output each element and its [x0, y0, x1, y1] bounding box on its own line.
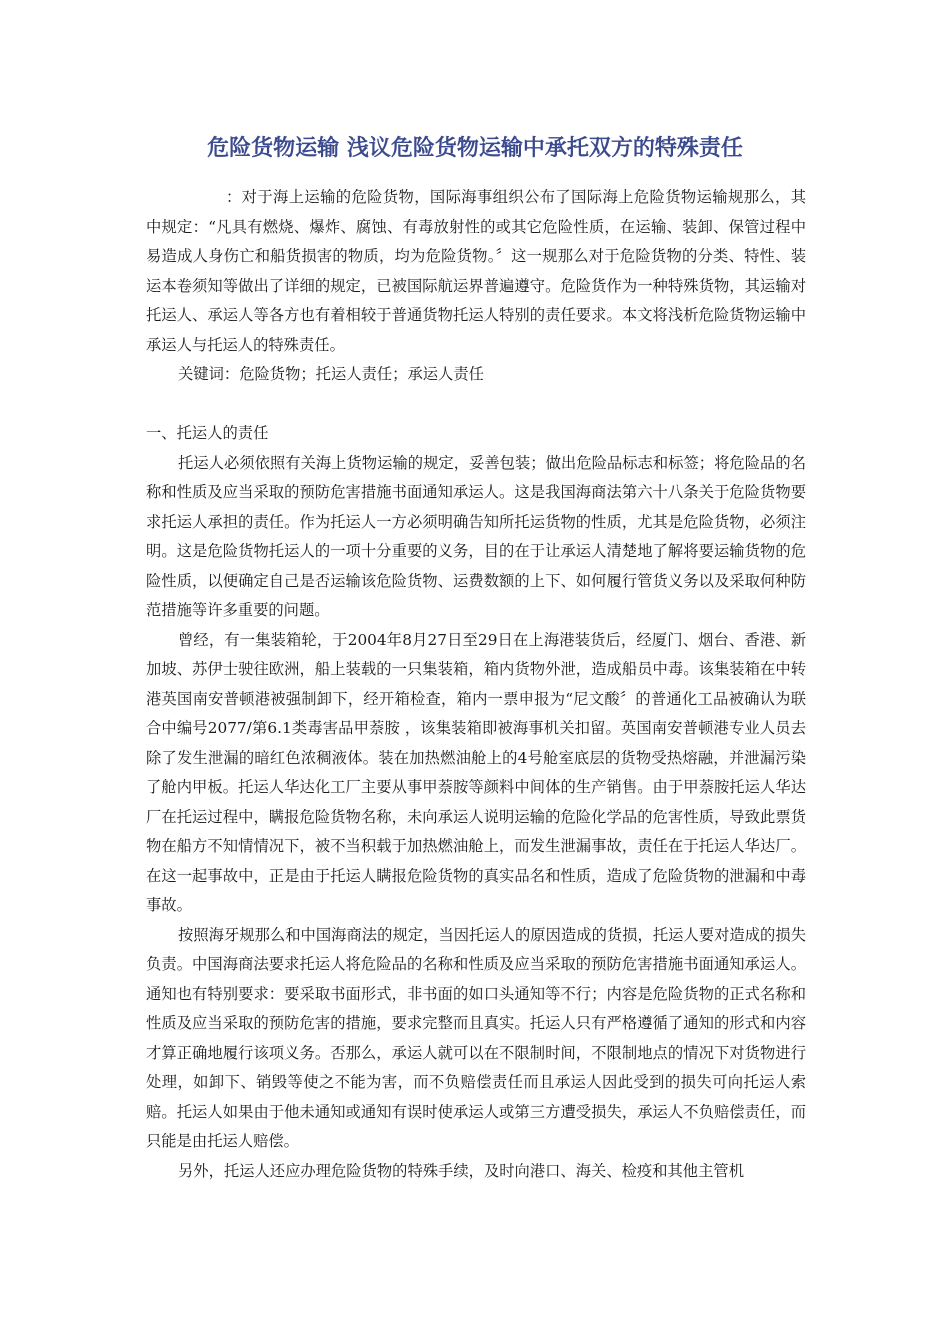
body-paragraph: 托运人必须依照有关海上货物运输的规定，妥善包装；做出危险品标志和标签；将危险品的名称和性质及应当采取的预防危害措施书面通知承运人。这是我国海商法第六十八条关于危险货物要求托运人承担的责任。作为托运人一方必须明确告知所托运货物的性质，尤其是危险货物，必须注明。这是危险货物托运人的一项十分重要的义务，目的在于让承运人清楚地了解将要运输货物的危险性质，以便确定自己是否运输该危险货物、运费数额的上下、如何履行管货义务以及采取何种防范措施等许多重要的问题。 [146, 453, 806, 619]
blank-line [146, 390, 806, 420]
body-paragraph: 按照海牙规那么和中国海商法的规定，当因托运人的原因造成的货损，托运人要对造成的损失负责。中国海商法要求托运人将危险品的名称和性质及应当采取的预防危害措施书面通知承运人。通知也有特别要求：要采取书面形式，非书面的如口头通知等不行；内容是危险货物的正式名称和性质及应当采取的预防危害的措施，要求完整而且真实。托运人只有严格遵循了通知的形式和内容才算正确地履行该项义务。否那么，承运人就可以在不限制时间，不限制地点的情况下对货物进行处理，如卸下、销毁等使之不能为害，而不负赔偿责任而且承运人因此受到的损失可向托运人索赔。托运人如果由于他未通知或通知有误时使承运人或第三方遭受损失，承运人不负赔偿责任，而只能是由托运人赔偿。 [146, 925, 806, 1150]
body-paragraph: 曾经，有一集装箱轮，于2004年8月27日至29日在上海港装货后，经厦门、烟台、香港、新加坡、苏伊士驶往欧洲，船上装载的一只集装箱，箱内货物外泄，造成船员中毒。该集装箱在中转港英国南安普顿港被强制卸下，经开箱检查，箱内一票申报为“尼文酸〞的普通化工品被确认为联合中编号2077/第6.1类毒害品甲萘胺 ，该集装箱即被海事机关扣留。英国南安普顿港专业人员去除了发生泄漏的暗红色浓稠液体。装在加热燃油舱上的4号舱室底层的货物受热熔融，并泄漏污染了舱内甲板。托运人华达化工厂主要从事甲萘胺等颜料中间体的生产销售。由于甲萘胺托运人华达厂在托运过程中，瞒报危险货物名称，未向承运人说明运输的危险化学品的危害性质，导致此票货物在船方不知情情况下，被不当积载于加热燃油舱上，而发生泄漏事故，责任在于托运人华达厂。在这一起事故中，正是由于托运人瞒报危险货物的真实品名和性质，造成了危险货物的泄漏和中毒事故。 [146, 630, 806, 914]
document-body [146, 183, 806, 1186]
keywords-line: 关键词：危险货物；托运人责任；承运人责任 [178, 365, 484, 383]
body-paragraph: 另外，托运人还应办理危险货物的特殊手续，及时向港口、海关、检疫和其他主管机 [178, 1161, 744, 1180]
section-heading: 一、托运人的责任 [146, 424, 269, 442]
abstract-paragraph: ：对于海上运输的危险货物，国际海事组织公布了国际海上危险货物运输规那么，其中规定：“凡具有燃烧、爆炸、腐蚀、有毒放射性的或其它危险性质，在运输、装卸、保管过程中易造成人身伤亡和船货损害的物质，均为危险货物。〞这一规那么对于危险货物的分类、特性、装运本卷须知等做出了详细的规定，已被国际航运界普遍遵守。危险货作为一种特殊货物，其运输对托运人、承运人等各方也有着相较于普通货物托运人特别的责任要求。本文将浅析危险货物运输中承运人与托运人的特殊责任。 [146, 188, 806, 354]
document-title: 危险货物运输 浅议危险货物运输中承托双方的特殊责任 [207, 136, 743, 161]
